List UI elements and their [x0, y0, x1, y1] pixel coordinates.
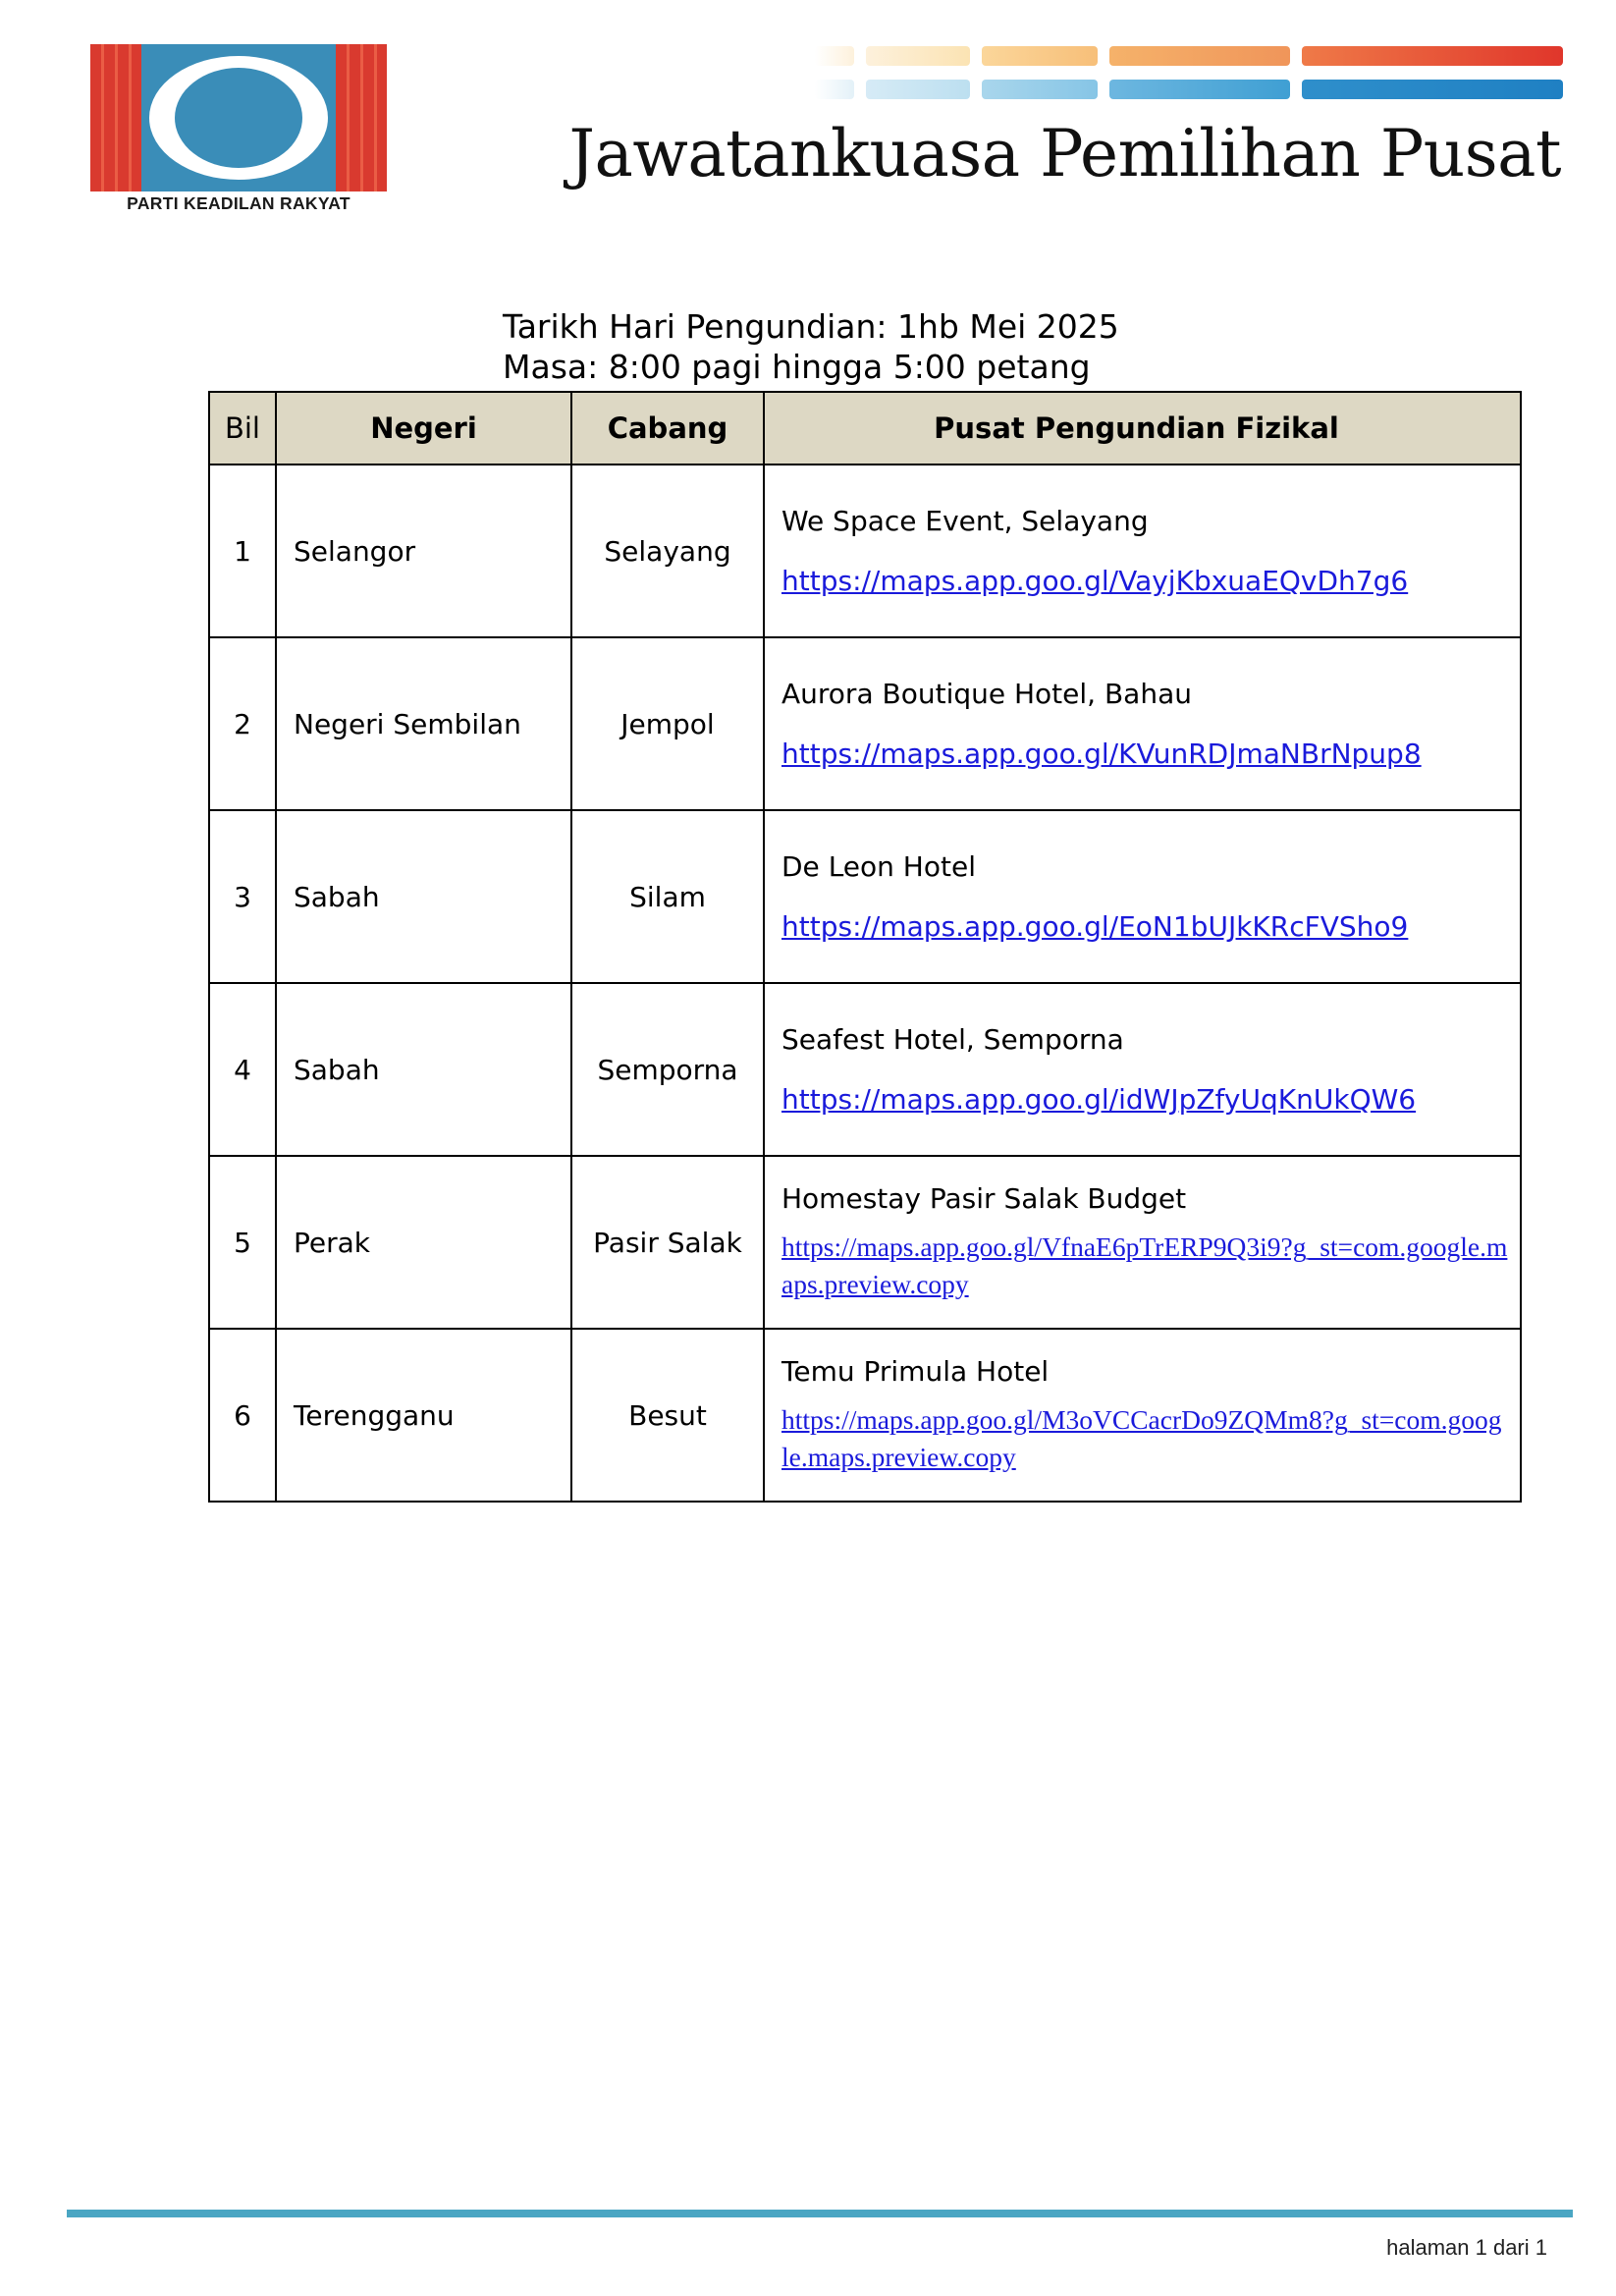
header-negeri: Negeri: [276, 392, 571, 465]
row-number: 1: [209, 465, 276, 637]
row-branch: Pasir Salak: [571, 1156, 764, 1329]
venue-name: Temu Primula Hotel: [781, 1354, 1050, 1388]
row-center: [764, 465, 1521, 637]
table-header-row: [209, 392, 1521, 465]
election-info: [503, 306, 1119, 387]
map-link[interactable]: https://maps.app.goo.gl/VayjKbxuaEQvDh7g6: [781, 565, 1409, 597]
row-center: [764, 810, 1521, 983]
venue-name: Aurora Boutique Hotel, Bahau: [781, 678, 1192, 710]
row-center: [764, 1329, 1521, 1502]
polling-centers-table: [208, 391, 1522, 1503]
logo-red-stripes-left: [90, 44, 141, 191]
row-state: Sabah: [276, 810, 571, 983]
header-bil: Bil: [209, 392, 276, 465]
map-link[interactable]: https://maps.app.goo.gl/M3oVCCacrDo9ZQMm8?g_st=com.google.maps.preview.copy: [781, 1403, 1502, 1472]
row-number: 2: [209, 637, 276, 810]
row-branch: Jempol: [571, 637, 764, 810]
row-state: Sabah: [276, 983, 571, 1156]
row-number: 4: [209, 983, 276, 1156]
row-state: Perak: [276, 1156, 571, 1329]
logo-emblem: [90, 44, 387, 191]
venue-name: Seafest Hotel, Semporna: [781, 1023, 1124, 1056]
map-link[interactable]: https://maps.app.goo.gl/EoN1bUJkKRcFVSho9: [781, 910, 1409, 943]
venue-name: De Leon Hotel: [781, 850, 976, 883]
page-number: halaman 1 dari 1: [1386, 2235, 1547, 2260]
table-row: [209, 983, 1521, 1156]
map-link[interactable]: https://maps.app.goo.gl/idWJpZfyUqKnUkQW6: [781, 1083, 1417, 1116]
row-branch: Semporna: [571, 983, 764, 1156]
row-state: Terengganu: [276, 1329, 571, 1502]
polling-time: Masa: 8:00 pagi hingga 5:00 petang: [503, 348, 1091, 386]
table-row: [209, 637, 1521, 810]
row-number: 6: [209, 1329, 276, 1502]
footer-divider: [67, 2210, 1573, 2217]
logo-red-stripes-right: [336, 44, 387, 191]
row-number: 5: [209, 1156, 276, 1329]
committee-title: Jawatankuasa Pemilihan Pusat: [568, 116, 1561, 191]
polling-date: Tarikh Hari Pengundian: 1hb Mei 2025: [503, 307, 1119, 346]
row-number: 3: [209, 810, 276, 983]
table-row: [209, 1156, 1521, 1329]
venue-name: We Space Event, Selayang: [781, 505, 1149, 537]
row-center: [764, 637, 1521, 810]
venue-name: Homestay Pasir Salak Budget: [781, 1181, 1187, 1215]
map-link[interactable]: https://maps.app.goo.gl/KVunRDJmaNBrNpup8: [781, 738, 1422, 770]
header-decorative-bars: [815, 46, 1563, 103]
header-pusat: Pusat Pengundian Fizikal: [764, 392, 1521, 465]
row-state: Selangor: [276, 465, 571, 637]
table-row: [209, 1329, 1521, 1502]
row-center: [764, 1156, 1521, 1329]
row-center: [764, 983, 1521, 1156]
table-row: [209, 465, 1521, 637]
map-link[interactable]: https://maps.app.goo.gl/VfnaE6pTrERP9Q3i9?g_st=com.google.maps.preview.copy: [781, 1230, 1508, 1299]
row-branch: Silam: [571, 810, 764, 983]
logo-pupil-shape: [175, 68, 302, 168]
table-row: [209, 810, 1521, 983]
header-cabang: Cabang: [571, 392, 764, 465]
row-branch: Selayang: [571, 465, 764, 637]
row-state: Negeri Sembilan: [276, 637, 571, 810]
party-logo: [90, 44, 387, 217]
logo-text: PARTI KEADILAN RAKYAT: [127, 193, 350, 213]
row-branch: Besut: [571, 1329, 764, 1502]
